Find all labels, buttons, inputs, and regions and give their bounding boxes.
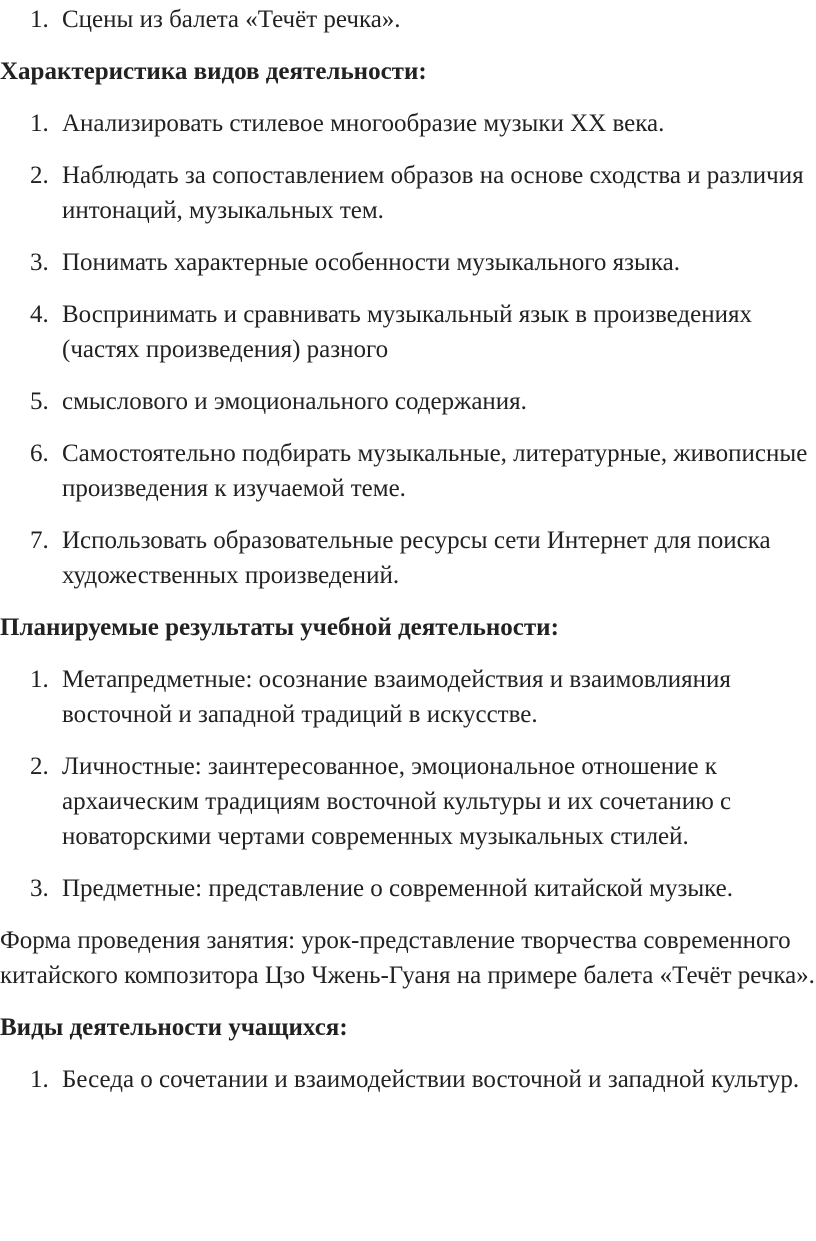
form-paragraph: Форма проведения занятия: урок-представление творчества современного китайского композитора Цзо Чжень-Гуаня на примере балета «Течёт речка». <box>0 927 815 989</box>
student-activities-heading: Виды деятельности учащихся: <box>0 1014 348 1041</box>
list-item-text: Анализировать стилевое многообразие музыки ХХ века. <box>62 110 665 137</box>
list-item <box>0 871 816 906</box>
list-number: 6. <box>30 440 49 467</box>
activities-list <box>0 106 816 593</box>
list-item <box>0 2 816 37</box>
list-item-text: Беседа о сочетании и взаимодействии восточной и западной культур. <box>62 1066 800 1093</box>
list-item-text: смыслового и эмоционального содержания. <box>62 388 527 415</box>
list-item-text: Наблюдать за сопоставлением образов на основе сходства и различия интонаций, музыкальных тем. <box>62 162 804 224</box>
list-number: 4. <box>30 301 49 328</box>
list-item-text: Сцены из балета «Течёт речка». <box>62 6 401 33</box>
list-item <box>0 158 816 228</box>
list-number: 1. <box>30 666 49 693</box>
results-heading: Планируемые результаты учебной деятельности: <box>0 614 559 641</box>
list-item-text: Использовать образовательные ресурсы сети Интернет для поиска художественных произведений. <box>62 527 771 589</box>
list-number: 1. <box>30 1066 49 1093</box>
list-item-text: Воспринимать и сравнивать музыкальный язык в произведениях (частях произведения) разного <box>62 301 752 363</box>
list-item <box>0 245 816 280</box>
list-number: 2. <box>30 753 49 780</box>
list-number: 3. <box>30 875 49 902</box>
list-number: 2. <box>30 162 49 189</box>
top-list <box>0 2 816 37</box>
list-item-text: Личностные: заинтересованное, эмоциональное отношение к архаическим традициям восточной культуры и их сочетанию с новаторскими чертами современных музыкальных стилей. <box>62 753 732 850</box>
results-list <box>0 662 816 906</box>
list-item <box>0 662 816 732</box>
list-item <box>0 749 816 854</box>
list-number: 1. <box>30 110 49 137</box>
list-item-text: Предметные: представление о современной китайской музыке. <box>62 875 734 902</box>
list-item <box>0 297 816 367</box>
activities-heading: Характеристика видов деятельности: <box>0 58 427 85</box>
list-item-text: Самостоятельно подбирать музыкальные, литературные, живописные произведения к изучаемой теме. <box>62 440 808 502</box>
list-item <box>0 384 816 419</box>
student-activities-list <box>0 1062 816 1097</box>
list-number: 5. <box>30 388 49 415</box>
list-item <box>0 106 816 141</box>
list-item-text: Понимать характерные особенности музыкального языка. <box>62 249 680 276</box>
list-item <box>0 523 816 593</box>
list-item <box>0 436 816 506</box>
list-item-text: Метапредметные: осознание взаимодействия и взаимовлияния восточной и западной традиций в искусстве. <box>62 666 731 728</box>
list-item <box>0 1062 816 1097</box>
list-number: 7. <box>30 527 49 554</box>
list-number: 3. <box>30 249 49 276</box>
list-number: 1. <box>30 6 49 33</box>
